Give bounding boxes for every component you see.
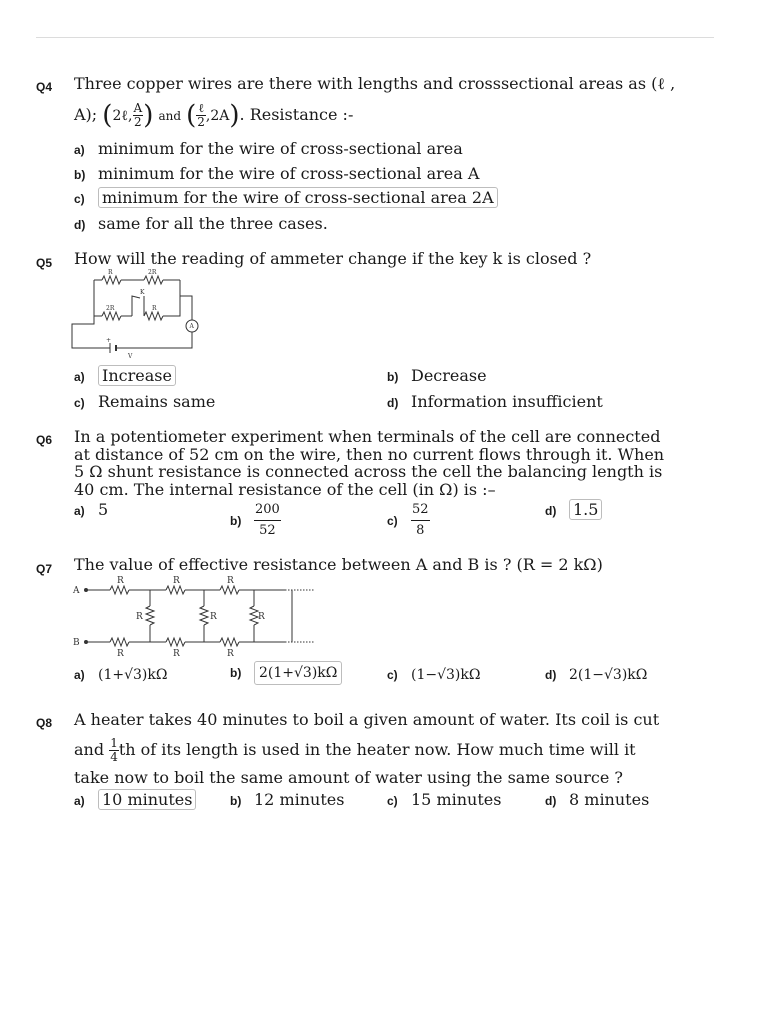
- option-b[interactable]: b) Decrease: [387, 366, 487, 385]
- resistor-label: R: [117, 649, 124, 659]
- question-number: Q4: [36, 80, 53, 94]
- option-a[interactable]: a) minimum for the wire of cross-sectional area: [74, 139, 463, 158]
- circuit-diagram-q5: [70, 266, 210, 366]
- top-divider: [36, 37, 714, 38]
- fraction: $\frac{1}{4}$: [110, 736, 118, 764]
- option-b[interactable]: b) minimum for the wire of cross-sectional area A: [74, 164, 480, 183]
- question-number: Q6: [36, 433, 53, 447]
- question-text: How will the reading of ammeter change if the key k is closed ?: [74, 249, 592, 268]
- key-label: K: [140, 289, 145, 296]
- resistor-label: 2R: [148, 269, 157, 276]
- option-c[interactable]: c) minimum for the wire of cross-sectional area 2A: [74, 188, 498, 207]
- question-text-line2: A); (2ℓ, $\frac{A}{2}$ ) and ( $\frac{\text{ℓ}}{2}$ ,2A). Resistance :-: [74, 100, 354, 131]
- resistor-label: R: [227, 649, 234, 659]
- option-b[interactable]: b) $\frac{200}{52}$: [230, 502, 280, 538]
- question-number: Q7: [36, 562, 53, 576]
- option-b[interactable]: b) 2(1+√3)kΩ: [230, 662, 342, 681]
- resistor-label: R: [117, 576, 124, 586]
- question-text: In a potentiometer experiment when terminals of the cell are connected at distance of 52 cm on the wire, then no current flows through it. When 5 Ω shunt resistance is connected across the cell the balancing length is 40 cm. The internal resistance of the cell (in Ω) is :–: [74, 427, 665, 499]
- resistor-label: R: [136, 612, 143, 622]
- question-number: Q5: [36, 256, 53, 270]
- resistor-label: R: [210, 612, 217, 622]
- option-d[interactable]: d) Information insufficient: [387, 392, 603, 411]
- option-c[interactable]: c) Remains same: [74, 392, 216, 411]
- resistor-label: R: [227, 576, 234, 586]
- question-text-line3: take now to boil the same amount of water using the same source ?: [74, 768, 623, 787]
- option-c[interactable]: c) $\frac{52}{8}$: [387, 502, 429, 538]
- question-text-line1: Three copper wires are there with lengths and crosssectional areas as (ℓ ,: [74, 74, 676, 93]
- resistor-label: R: [173, 649, 180, 659]
- question-text-line2: and $\frac{1}{4}$ th of its length is used in the heater now. How much time will it: [74, 736, 636, 764]
- option-a[interactable]: a) 5: [74, 500, 109, 519]
- fraction: $\frac{\text{ℓ}}{2}$: [197, 101, 205, 129]
- option-a[interactable]: a) Increase: [74, 366, 176, 385]
- option-d[interactable]: d) 1.5: [545, 500, 602, 519]
- option-a[interactable]: a) 10 minutes: [74, 790, 196, 809]
- option-d[interactable]: d) 8 minutes: [545, 790, 650, 809]
- question-number: Q8: [36, 716, 53, 730]
- question-text-line1: A heater takes 40 minutes to boil a given amount of water. Its coil is cut: [74, 710, 660, 729]
- option-c[interactable]: c) (1−√3)kΩ: [387, 667, 481, 683]
- resistor-label: R: [258, 612, 265, 622]
- fraction: $\frac{A}{2}$: [133, 101, 143, 129]
- option-d[interactable]: d) same for all the three cases.: [74, 214, 328, 233]
- node-label-a: A: [73, 586, 80, 596]
- circuit-diagram-q7: [70, 572, 330, 660]
- question-text: The value of effective resistance between A and B is ? (R = 2 kΩ): [74, 555, 603, 574]
- resistor-label: R: [173, 576, 180, 586]
- resistor-label: 2R: [106, 305, 115, 312]
- node-label-b: B: [73, 638, 80, 648]
- battery-label: V: [128, 353, 133, 360]
- resistor-label: R: [152, 305, 157, 312]
- option-d[interactable]: d) 2(1−√3)kΩ: [545, 667, 648, 683]
- battery-plus-label: +: [106, 337, 112, 344]
- option-b[interactable]: b) 12 minutes: [230, 790, 345, 809]
- option-a[interactable]: a) (1+√3)kΩ: [74, 667, 168, 683]
- ammeter-label: A: [189, 323, 194, 330]
- resistor-label: R: [108, 269, 113, 276]
- option-c[interactable]: c) 15 minutes: [387, 790, 502, 809]
